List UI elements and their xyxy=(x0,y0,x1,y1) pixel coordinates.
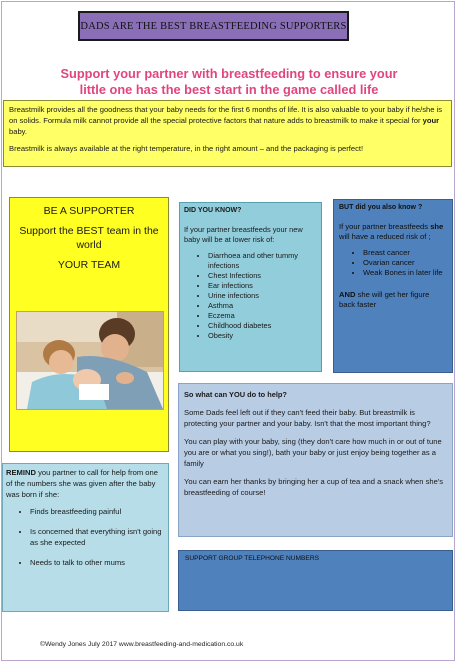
and-rest: she will get her figure back faster xyxy=(339,290,430,309)
did-you-know-box xyxy=(179,202,322,372)
remind-box xyxy=(2,463,169,612)
headline xyxy=(20,66,438,98)
intro-paragraph-1 xyxy=(9,104,446,137)
support-group-title: SUPPORT GROUP TELEPHONE NUMBERS xyxy=(185,555,319,562)
remind-list xyxy=(6,506,165,568)
headline-line-1: Support your partner with breastfeeding to ensure your xyxy=(60,66,398,81)
what-can-you-do-box xyxy=(178,383,453,537)
did-you-know-text: If your partner breastfeeds your new baby will be at lower risk of: xyxy=(184,225,303,244)
but-did-you-know-text xyxy=(339,222,447,242)
family-photo xyxy=(16,311,164,410)
list-item: • Chest Infections xyxy=(208,271,317,281)
family-photo-illustration xyxy=(17,312,163,409)
list-item: • Breast cancer xyxy=(363,248,447,258)
did-you-know-title: DID YOU KNOW? xyxy=(184,207,242,214)
list-item: • Diarrhoea and other tummy infections xyxy=(208,251,317,271)
intro-text: Breastmilk provides all the goodness that your baby needs for the first 6 months of life. It is also valuable to your baby if he/she is on solids. Formula milk cannot provide all the special protective factors that nature adds to breastmilk to make it special for xyxy=(9,105,443,125)
remind-rest: you partner to call for help from one of the numbers she was given after the baby was born if she: xyxy=(6,468,158,499)
support-group-box xyxy=(178,550,453,611)
banner-text: DADS ARE THE BEST BREASTFEEDING SUPPORTERS xyxy=(80,20,347,32)
what-can-paragraph-2: You can play with your baby, sing (they don't care how much in or out of tune you are or what you sing!), bath your baby or just enjoy being together as a family xyxy=(184,437,442,468)
list-item: • Needs to talk to other mums xyxy=(30,557,165,568)
but-did-you-know-title: BUT did you also know ? xyxy=(339,204,423,211)
did-you-know-list xyxy=(184,251,317,341)
remind-bold: REMIND xyxy=(6,468,36,477)
list-item: • Ovarian cancer xyxy=(363,258,447,268)
remind-text xyxy=(6,467,165,500)
intro-paragraph-2: Breastmilk is always available at the right temperature, in the right amount – and the packaging is perfect! xyxy=(9,144,364,153)
footer-credit: ©Wendy Jones July 2017 www.breastfeeding-and-medication.co.uk xyxy=(40,641,244,648)
but-bold: she xyxy=(430,222,444,231)
list-item: • Eczema xyxy=(208,311,317,321)
what-can-paragraph-3: You can earn her thanks by bringing her a cup of tea and a snack when she's breastfeeding of course! xyxy=(184,477,444,497)
list-item: • Urine infections xyxy=(208,291,317,301)
headline-line-2: little one has the best start in the game called life xyxy=(79,82,379,97)
but-did-you-know-list xyxy=(339,248,447,278)
but-did-you-know-box xyxy=(333,199,453,373)
but-text: If your partner breastfeeds xyxy=(339,222,431,231)
intro-box xyxy=(3,100,452,167)
what-can-paragraph-1: Some Dads feel left out if they can't feed their baby. But breastmilk is protecting your partner and your baby. Isn't that the most important thing? xyxy=(184,408,431,428)
list-item: • Asthma xyxy=(208,301,317,311)
list-item: • Weak Bones in later life xyxy=(363,268,447,278)
but-text-end: will have a reduced risk of ; xyxy=(339,232,431,241)
list-item: • Finds breastfeeding painful xyxy=(30,506,165,517)
supporter-box xyxy=(9,197,169,452)
intro-text-end: baby. xyxy=(9,127,28,136)
supporter-tagline: Support the BEST team in the world xyxy=(19,225,159,251)
what-can-you-do-title: So what can YOU do to help? xyxy=(184,390,287,399)
and-bold: AND xyxy=(339,290,356,299)
list-item: • Obesity xyxy=(208,331,317,341)
list-item: • Ear infections xyxy=(208,281,317,291)
list-item: • Childhood diabetes xyxy=(208,321,317,331)
but-did-you-know-and xyxy=(339,290,447,310)
list-item: • Is concerned that everything isn't going as she expected xyxy=(30,526,165,548)
intro-bold: your xyxy=(422,116,440,125)
banner-title xyxy=(78,11,349,41)
supporter-heading: BE A SUPPORTER xyxy=(43,205,135,217)
supporter-team: YOUR TEAM xyxy=(57,259,121,271)
